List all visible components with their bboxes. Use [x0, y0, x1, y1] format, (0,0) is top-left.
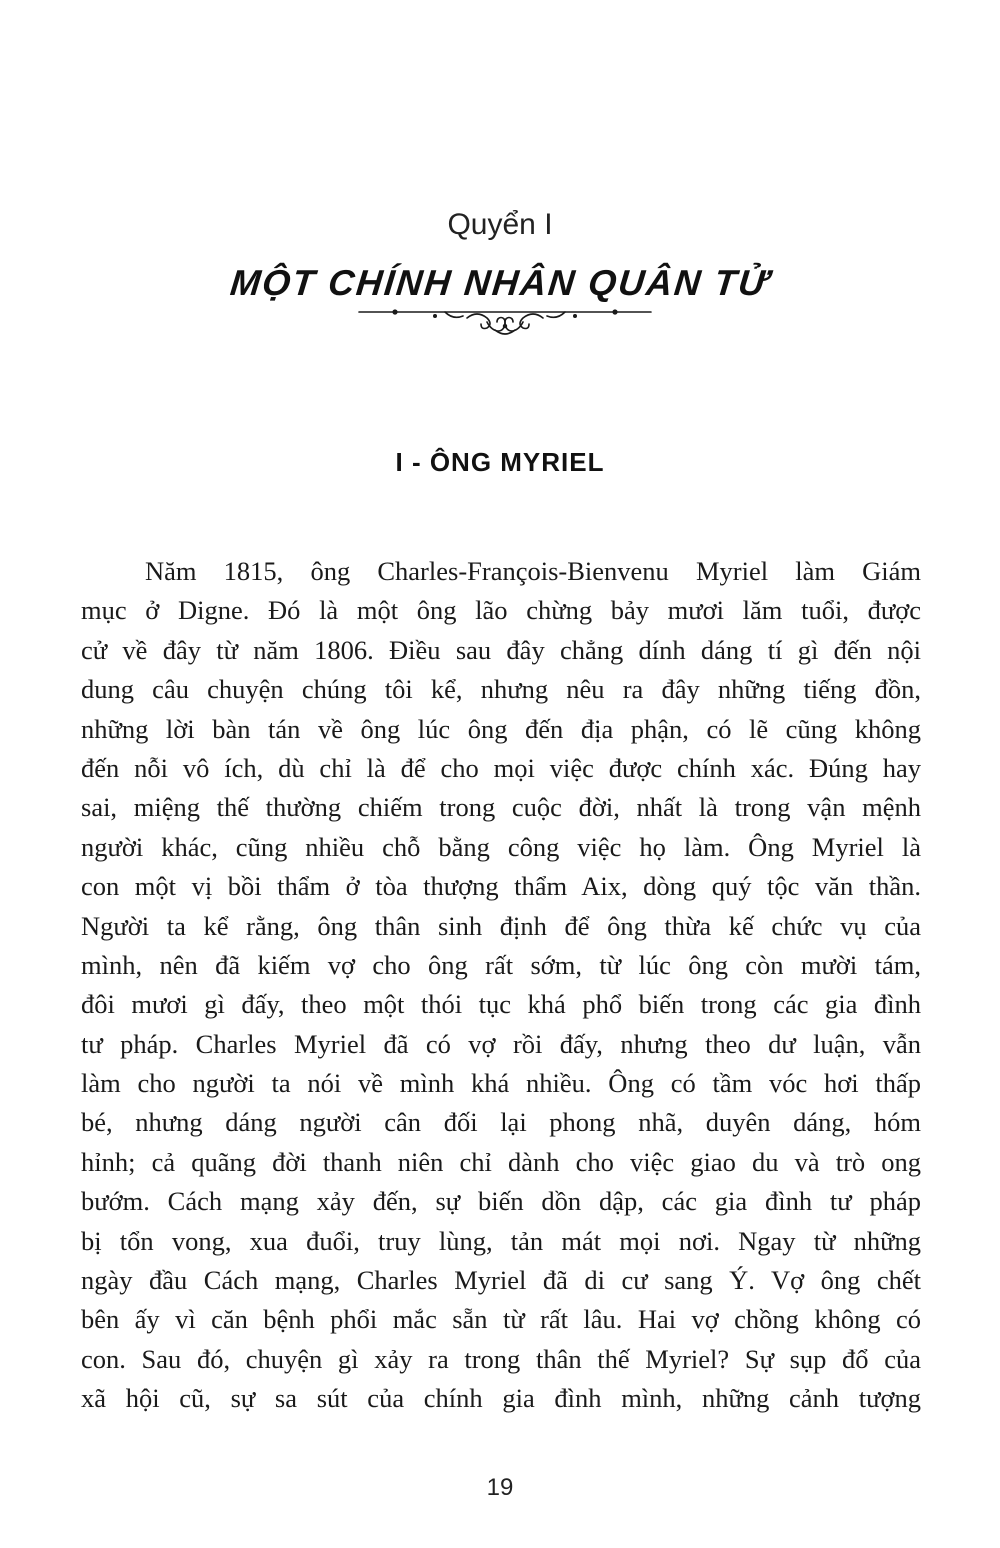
body-line: con. Sau đó, chuyện gì xảy ra trong thân thế Myriel? Sự sụp đổ của: [81, 1343, 921, 1374]
body-line: xã hội cũ, sự sa sút của chính gia đình mình, những cảnh tượng: [81, 1383, 921, 1414]
body-line: mình, nên đã kiếm vợ cho ông rất sớm, từ lúc ông còn mười tám,: [81, 949, 921, 980]
body-line: đến nỗi vô ích, dù chỉ là để cho mọi việc được chính xác. Đúng hay: [81, 752, 921, 783]
body-line: người khác, cũng nhiều chỗ bằng công việc họ làm. Ông Myriel là: [81, 831, 921, 862]
body-line: Năm 1815, ông Charles-François-Bienvenu Myriel làm Giám: [145, 556, 921, 586]
decorative-flourish-icon: [355, 300, 655, 346]
body-line: cử về đây từ năm 1806. Điều sau đây chẳng dính dáng tí gì đến nội: [81, 634, 921, 665]
book-title: MỘT CHÍNH NHÂN QUÂN TỬ: [228, 262, 772, 303]
body-line: mục ở Digne. Đó là một ông lão chừng bảy mươi lăm tuổi, được: [81, 595, 921, 626]
body-line: bên ấy vì căn bệnh phổi mắc sẵn từ rất lâu. Hai vợ chồng không có: [81, 1304, 921, 1335]
body-line: Người ta kể rằng, ông thân sinh định để ông thừa kế chức vụ của: [81, 910, 921, 941]
body-line: sai, miệng thế thường chiếm trong cuộc đời, nhất là trong vận mệnh: [81, 792, 921, 823]
book-label: Quyển I: [447, 208, 553, 241]
body-line: dung câu chuyện chúng tôi kể, nhưng nêu ra đây những tiếng đồn,: [81, 674, 921, 705]
page-number: 19: [486, 1474, 514, 1501]
body-line: đôi mươi gì đấy, theo một thói tục khá phổ biến trong các gia đình: [81, 989, 921, 1020]
chapter-title: I - ÔNG MYRIEL: [395, 447, 605, 477]
body-line: bị tổn vong, xua đuổi, truy lùng, tản mát mọi nơi. Ngay từ những: [81, 1225, 921, 1256]
body-line: làm cho người ta nói về mình khá nhiều. Ông có tầm vóc hơi thấp: [81, 1068, 921, 1099]
body-line: những lời bàn tán về ông lúc ông đến địa phận, có lẽ cũng không: [81, 713, 921, 744]
chapter-body: [81, 552, 921, 1419]
body-line: con một vị bồi thẩm ở tòa thượng thẩm Aix, dòng quý tộc văn thần.: [81, 871, 921, 902]
body-line: tư pháp. Charles Myriel đã có vợ rồi đấy, nhưng theo dư luận, vẫn: [81, 1028, 921, 1059]
body-line: hỉnh; cả quãng đời thanh niên chỉ dành cho việc giao du và trò ong: [81, 1146, 921, 1177]
body-line: bướm. Cách mạng xảy đến, sự biến dồn dập, các gia đình tư pháp: [81, 1186, 921, 1217]
body-line: ngày đầu Cách mạng, Charles Myriel đã di cư sang Ý. Vợ ông chết: [81, 1265, 921, 1296]
body-line: bé, nhưng dáng người cân đối lại phong nhã, duyên dáng, hóm: [81, 1107, 921, 1138]
